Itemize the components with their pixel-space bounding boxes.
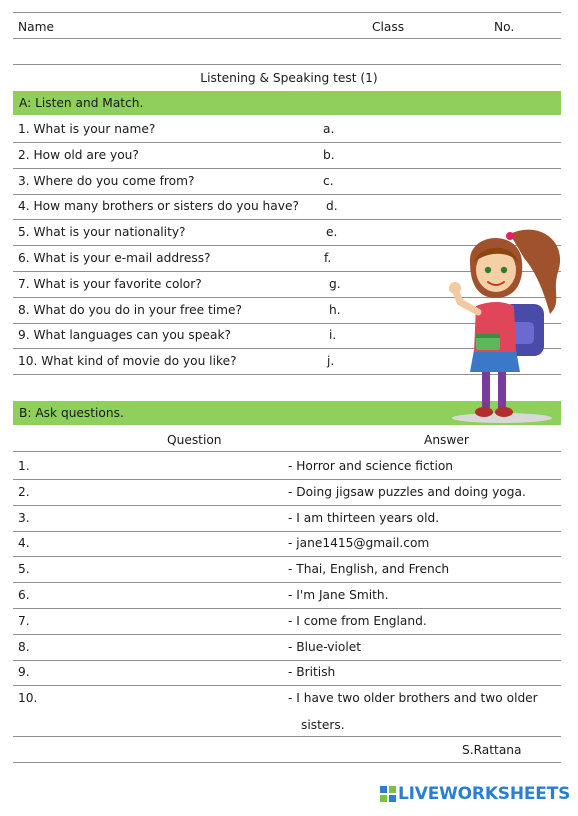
match-question: 9. What languages can you speak? — [18, 328, 231, 343]
answer-text: - I'm Jane Smith. — [288, 588, 389, 602]
row-rule — [13, 451, 561, 452]
left-eye — [485, 267, 491, 273]
section-a-bar — [13, 91, 561, 115]
waving-hand — [449, 282, 461, 294]
question-number: 3. — [18, 510, 30, 525]
question-number: 6. — [18, 588, 30, 602]
row-rule — [13, 142, 561, 143]
header-top-rule — [13, 12, 561, 13]
row-rule — [13, 608, 561, 609]
match-question: 7. What is your favorite color? — [18, 276, 202, 291]
waving-arm — [456, 292, 478, 312]
class-label: Class — [372, 20, 405, 34]
right-shoe — [495, 407, 513, 417]
right-leg — [498, 368, 506, 408]
match-letter: h. — [329, 302, 341, 317]
skirt — [470, 350, 520, 372]
answer-text: - I have two older brothers and two older — [288, 691, 538, 706]
match-question: 5. What is your nationality? — [18, 225, 186, 240]
continuation-rule — [13, 736, 561, 737]
question-number: 10. — [18, 691, 38, 706]
left-shoe — [475, 407, 493, 417]
question-number: 1. — [18, 459, 30, 473]
answer-text: - Doing jigsaw puzzles and doing yoga. — [288, 484, 526, 499]
question-number: 7. — [18, 613, 30, 628]
section-b-heading: B: Ask questions. — [19, 406, 124, 420]
match-letter: c. — [323, 173, 334, 188]
answer-text: - Blue-violet — [288, 639, 362, 654]
row-rule — [13, 556, 561, 557]
liveworksheets-logo — [380, 783, 570, 805]
match-question: 10. What kind of movie do you like? — [18, 354, 237, 369]
liveworksheets-wordmark: LIVEWORKSHEETS — [398, 784, 571, 804]
hair-bow — [506, 232, 514, 240]
answer-continuation: sisters. — [301, 718, 345, 732]
match-letter: i. — [329, 328, 337, 343]
answer-text: - jane1415@gmail.com — [288, 536, 430, 551]
author-credit: S.Rattana — [462, 743, 522, 757]
match-question: 8. What do you do in your free time? — [18, 302, 242, 317]
match-letter: j. — [327, 354, 335, 369]
match-question: 2. How old are you? — [18, 147, 139, 162]
answer-text: - Thai, English, and French — [288, 562, 450, 577]
girl-illustration — [440, 222, 572, 430]
match-letter: g. — [329, 276, 341, 291]
row-rule — [13, 505, 561, 506]
match-letter: a. — [323, 122, 335, 136]
match-letter: f. — [324, 251, 332, 265]
header-bottom-rule — [13, 38, 561, 39]
match-letter: d. — [326, 199, 338, 214]
match-letter: e. — [326, 225, 338, 240]
question-number: 8. — [18, 639, 30, 654]
question-number: 4. — [18, 536, 30, 551]
liveworksheets-icon — [380, 786, 396, 802]
no-label: No. — [494, 20, 515, 34]
row-rule — [13, 582, 561, 583]
question-number: 2. — [18, 484, 30, 499]
row-rule — [13, 634, 561, 635]
page-title: Listening & Speaking test (1) — [200, 71, 378, 85]
answer-text: - I am thirteen years old. — [288, 510, 440, 525]
question-column-header: Question — [167, 433, 222, 447]
match-letter: b. — [323, 147, 335, 162]
row-rule — [13, 219, 561, 220]
right-eye — [501, 267, 507, 273]
question-number: 9. — [18, 665, 30, 680]
row-rule — [13, 168, 561, 169]
name-label: Name — [18, 20, 54, 34]
row-rule — [13, 660, 561, 661]
match-question: 3. Where do you come from? — [18, 173, 195, 188]
match-question: 4. How many brothers or sisters do you have? — [18, 199, 299, 214]
row-rule — [13, 194, 561, 195]
row-rule — [13, 531, 561, 532]
answer-text: - Horror and science fiction — [288, 459, 454, 473]
answer-text: - I come from England. — [288, 613, 427, 628]
answer-text: - British — [288, 665, 336, 680]
match-question: 6. What is your e-mail address? — [18, 251, 211, 265]
match-question: 1. What is your name? — [18, 122, 156, 136]
row-rule — [13, 685, 561, 686]
left-leg — [482, 368, 490, 408]
answer-column-header: Answer — [424, 433, 469, 447]
question-number: 5. — [18, 562, 30, 577]
title-top-rule — [13, 64, 561, 65]
footer-rule — [13, 762, 561, 763]
row-rule — [13, 479, 561, 480]
section-a-heading: A: Listen and Match. — [19, 96, 144, 110]
